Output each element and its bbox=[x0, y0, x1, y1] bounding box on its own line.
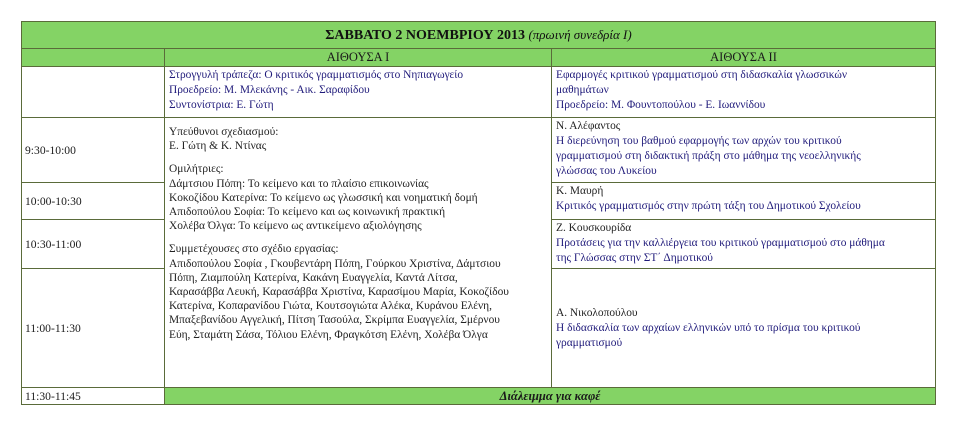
room1-session-coordinator: Συντονίστρια: Ε. Γώτη bbox=[169, 99, 274, 111]
room2-session-chairs: Προεδρείο: Μ. Φουντοπούλου - Ε. Ιωαννίδου bbox=[556, 99, 766, 111]
time-slot-5: 11:30-11:45 bbox=[22, 388, 165, 405]
slot-row-1 bbox=[22, 118, 936, 183]
talk-2-speaker: Κ. Μαυρή bbox=[556, 185, 604, 197]
participants-line: Κατερίνα, Κοπαρανίδου Γιώτα, Κουτσογιώτα Αλέκα, Κυράνου Ελένη, bbox=[169, 300, 492, 313]
room2-session-info bbox=[552, 67, 936, 118]
room2-session-title-1: Εφαρμογές κριτικού γραμματισμού στη διδασκαλία γλωσσικών bbox=[556, 69, 848, 81]
room1-body bbox=[165, 118, 552, 388]
room2-talk-1 bbox=[552, 118, 936, 183]
room2-talk-4 bbox=[552, 269, 936, 388]
schedule-sheet bbox=[21, 21, 935, 405]
talk-3-topic: της Γλώσσας στην ΣΤ΄ Δημοτικού bbox=[556, 252, 713, 264]
responsible-names: Ε. Γώτη & Κ. Ντίνας bbox=[169, 140, 267, 153]
session-heading-row bbox=[22, 67, 936, 118]
talk-1-topic: γλώσσας του Λυκείου bbox=[556, 165, 657, 177]
room1-session-info bbox=[165, 67, 552, 118]
title-session: (πρωινή συνεδρία Ι) bbox=[528, 26, 632, 42]
time-slot-3: 10:30-11:00 bbox=[22, 220, 165, 269]
page-title bbox=[22, 22, 936, 49]
session-heading-corner bbox=[22, 67, 165, 118]
room1-header: ΑΙΘΟΥΣΑ Ι bbox=[165, 49, 552, 67]
talk-3-speaker: Ζ. Κουσκουρίδα bbox=[556, 222, 632, 234]
talk-2-topic: Κριτικός γραμματισμός στην πρώτη τάξη του Δημοτικού Σχολείου bbox=[556, 200, 861, 212]
room2-talk-3 bbox=[552, 220, 936, 269]
spacer bbox=[169, 153, 547, 162]
rooms-corner bbox=[22, 49, 165, 67]
responsible-label: Υπεύθυνοι σχεδιασμού: bbox=[169, 126, 279, 138]
talk-1-topic: Η διερεύνηση του βαθμού εφαρμογής των αρχών του κριτικού bbox=[556, 135, 842, 147]
room2-header: ΑΙΘΟΥΣΑ ΙΙ bbox=[552, 49, 936, 67]
time-slot-1: 9:30-10:00 bbox=[22, 118, 165, 183]
talk-4-speaker: Α. Νικολοπούλου bbox=[556, 306, 638, 319]
schedule-table bbox=[21, 21, 936, 405]
break-row bbox=[22, 388, 936, 405]
speaker-2: Κοκοζίδου Κατερίνα: Το κείμενο ως γλωσσική και νοηματική δομή bbox=[169, 191, 478, 204]
time-slot-4: 11:00-11:30 bbox=[22, 269, 165, 388]
speaker-3: Απιδοπούλου Σοφία: Το κείμενο και ως κοινωνική πρακτική bbox=[169, 206, 446, 219]
talk-3-topic: Προτάσεις για την καλλιέργεια του κριτικού γραμματισμού στο μάθημα bbox=[556, 237, 885, 249]
participants-line: Πόπη, Ζιαμπούλη Κατερίνα, Κακάνη Ευαγγελία, Καντά Λίτσα, bbox=[169, 271, 458, 284]
participants-label: Συμμετέχουσες στο σχέδιο εργασίας: bbox=[169, 243, 339, 256]
time-slot-2: 10:00-10:30 bbox=[22, 183, 165, 220]
coffee-break: Διάλειμμα για καφέ bbox=[165, 388, 936, 405]
participants-line: Απιδοπούλου Σοφία , Γκουβεντάρη Πόπη, Γούρκου Χριστίνα, Δάμτσιου bbox=[169, 257, 501, 270]
room1-session-chairs: Προεδρείο: Μ. Μλεκάνης - Αικ. Σαραφίδου bbox=[169, 84, 370, 96]
talk-1-speaker: Ν. Αλέφαντος bbox=[556, 120, 621, 132]
room1-session-title: Στρογγυλή τράπεζα: Ο κριτικός γραμματισμός στο Νηπιαγωγείο bbox=[169, 69, 464, 81]
participants-line: Καρασάββα Λευκή, Καρασάββα Χριστίνα, Καρασίμου Μαρία, Κοκοζίδου bbox=[169, 286, 509, 299]
speakers-label: Ομιλήτριες: bbox=[169, 163, 224, 176]
title-date: ΣΑΒΒΑΤΟ 2 ΝΟΕΜΒΡΙΟΥ 2013 bbox=[325, 27, 525, 43]
room2-session-title-2: μαθημάτων bbox=[556, 84, 609, 96]
spacer bbox=[169, 233, 547, 242]
room2-talk-2 bbox=[552, 183, 936, 220]
talk-4-topic: Η διδασκαλία των αρχαίων ελληνικών υπό το πρίσμα του κριτικού bbox=[556, 321, 861, 334]
speaker-1: Δάμτσιου Πόπη: Το κείμενο και το πλαίσιο επικοινωνίας bbox=[169, 177, 429, 190]
rooms-row bbox=[22, 49, 936, 67]
title-row bbox=[22, 22, 936, 49]
participants-line: Μπαξεβανίδου Αγγελική, Πίτση Τασούλα, Σκρίμπα Ευαγγελία, Σμέρνου bbox=[169, 314, 500, 327]
talk-1-topic: γραμματισμού στη διδακτική πράξη στο μάθημα της νεοελληνικής bbox=[556, 150, 861, 162]
speaker-4: Χολέβα Όλγα: Το κείμενο ως αντικείμενο αξιολόγησης bbox=[169, 220, 422, 233]
talk-4-topic: γραμματισμού bbox=[556, 336, 623, 349]
participants-line: Εύη, Σταμάτη Σάσα, Τόλιου Ελένη, Φραγκότση Ελένη, Χολέβα Όλγα bbox=[169, 328, 488, 341]
